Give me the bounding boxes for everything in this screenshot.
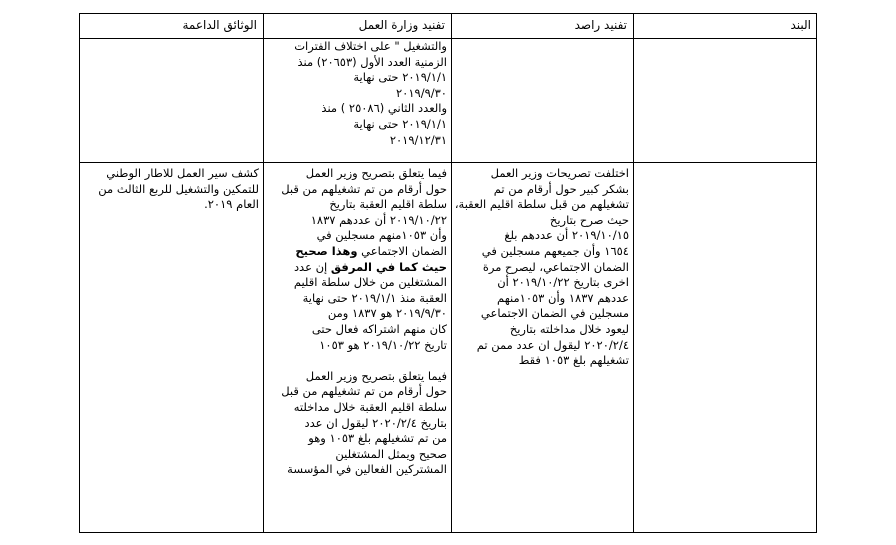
text-line: ١٦٥٤ وأن جميعهم مسجلين في (481, 243, 629, 258)
emphasis-text: وهذا صحيح (295, 243, 358, 258)
text-line: ٢٠١٩/١٠/٢٢ أن عددهم ١٨٣٧ (310, 212, 447, 227)
text-line: وأن ١٠٥٣منهم مسجلين في (316, 228, 447, 243)
text-line: كشف سير العمل للاطار الوطني (106, 166, 259, 180)
text-line: سلطة اقليم العقبة خلال مداخلته (293, 399, 447, 414)
text-line: اختلفت تصريحات وزير العمل (490, 166, 629, 180)
text-line: من تم تشغيلهم بلغ ١٠٥٣ وهو (308, 431, 447, 446)
text-line: ٢٠١٩/١٢/٣١ (389, 132, 447, 147)
text-line: الضمان الاجتماعي، ليصرح مرة (482, 259, 629, 274)
text-line: والتشغيل " على اختلاف الفترات (294, 39, 447, 53)
row-divider (80, 162, 816, 163)
text-line: والعدد الثاني (٢٥٠٨٦ ) منذ (321, 101, 447, 116)
text-line: الزمنية العدد الأول (٢٠٦٥٣) منذ (297, 54, 447, 69)
header-item: البند (790, 18, 811, 32)
text-line: ٢٠١٩/٩/٣٠ هو ١٨٣٧ ومن (327, 306, 447, 321)
emphasis-text: حيث كما في المرفق (330, 259, 447, 274)
text-line: تاريخ ٢٠١٩/١٠/٢٢ هو ١٠٥٣ (319, 337, 447, 352)
text-line: العام ٢٠١٩. (204, 197, 259, 212)
row2-ministry-cell (264, 166, 451, 478)
text-line: المشتغلين من خلال سلطة اقليم (293, 275, 447, 290)
text-line: اخرى بتاريخ ٢٠١٩/١٠/٢٢ أن (497, 275, 629, 290)
text-line: بتاريخ ٢٠٢٠/٢/٤ ليقول ان عدد (304, 415, 447, 430)
row2-rased-cell (452, 166, 633, 369)
text-line (268, 244, 447, 260)
text-line: بشكر كبير حول أرقام من تم (493, 181, 629, 196)
text-line: صحيح ويمثل المشتغلين (335, 446, 447, 461)
text-line: فيما يتعلق بتصريح وزير العمل (305, 166, 447, 180)
text-line: تشغيلهم من قبل سلطة اقليم العقبة، (454, 197, 629, 212)
text-line: ٢٠١٩/١/١ حتى نهاية (353, 116, 447, 131)
row2-docs-cell (80, 166, 263, 213)
text-line: المشتركين الفعالين في المؤسسة (287, 462, 447, 477)
text-line: سلطة اقليم العقبة بتاريخ (329, 197, 447, 212)
text-line: مسجلين في الضمان الاجتماعي (480, 306, 629, 321)
row1-ministry-cell (264, 39, 451, 148)
text-line (268, 260, 447, 276)
header-docs: الوثائق الداعمة (182, 18, 257, 32)
text-line: ليعود خلال مداخلته بتاريخ (509, 321, 629, 336)
text-line: العقبة منذ ٢٠١٩/١/١ حتى نهاية (302, 290, 447, 305)
paragraph-gap (268, 353, 447, 369)
comparison-table (79, 13, 817, 533)
text-line: ٢٠١٩/٩/٣٠ (396, 85, 447, 100)
column-divider (633, 14, 634, 532)
text-line: عددهم ١٨٣٧ وأن ١٠٥٣منهم (497, 290, 629, 305)
text-plain: الضمان الاجتماعي (357, 243, 447, 258)
text-line: تشغيلهم بلغ ١٠٥٣ فقط (518, 353, 629, 368)
text-line: كان منهم اشتراكه فعال حتى (311, 321, 447, 336)
text-line: حيث صرح بتاريخ (549, 212, 629, 227)
text-line: حول أرقام من تم تشغيلهم من قبل (281, 384, 447, 399)
text-line: ٢٠١٩/١٠/١٥ أن عددهم بلغ (504, 228, 629, 243)
text-line: فيما يتعلق بتصريح وزير العمل (305, 368, 447, 383)
header-ministry: تفنيد وزارة العمل (358, 18, 445, 32)
text-line: للتمكين والتشغيل للربع الثالث من (98, 181, 259, 196)
text-line: حول أرقام من تم تشغيلهم من قبل (281, 181, 447, 196)
text-line: ٢٠١٩/١/١ حتى نهاية (353, 70, 447, 85)
text-line: ٢٠٢٠/٢/٤ ليقول ان عدد ممن تم (476, 337, 629, 352)
text-plain: إن عدد (293, 259, 331, 274)
header-rased: تفنيد راصد (574, 18, 627, 32)
